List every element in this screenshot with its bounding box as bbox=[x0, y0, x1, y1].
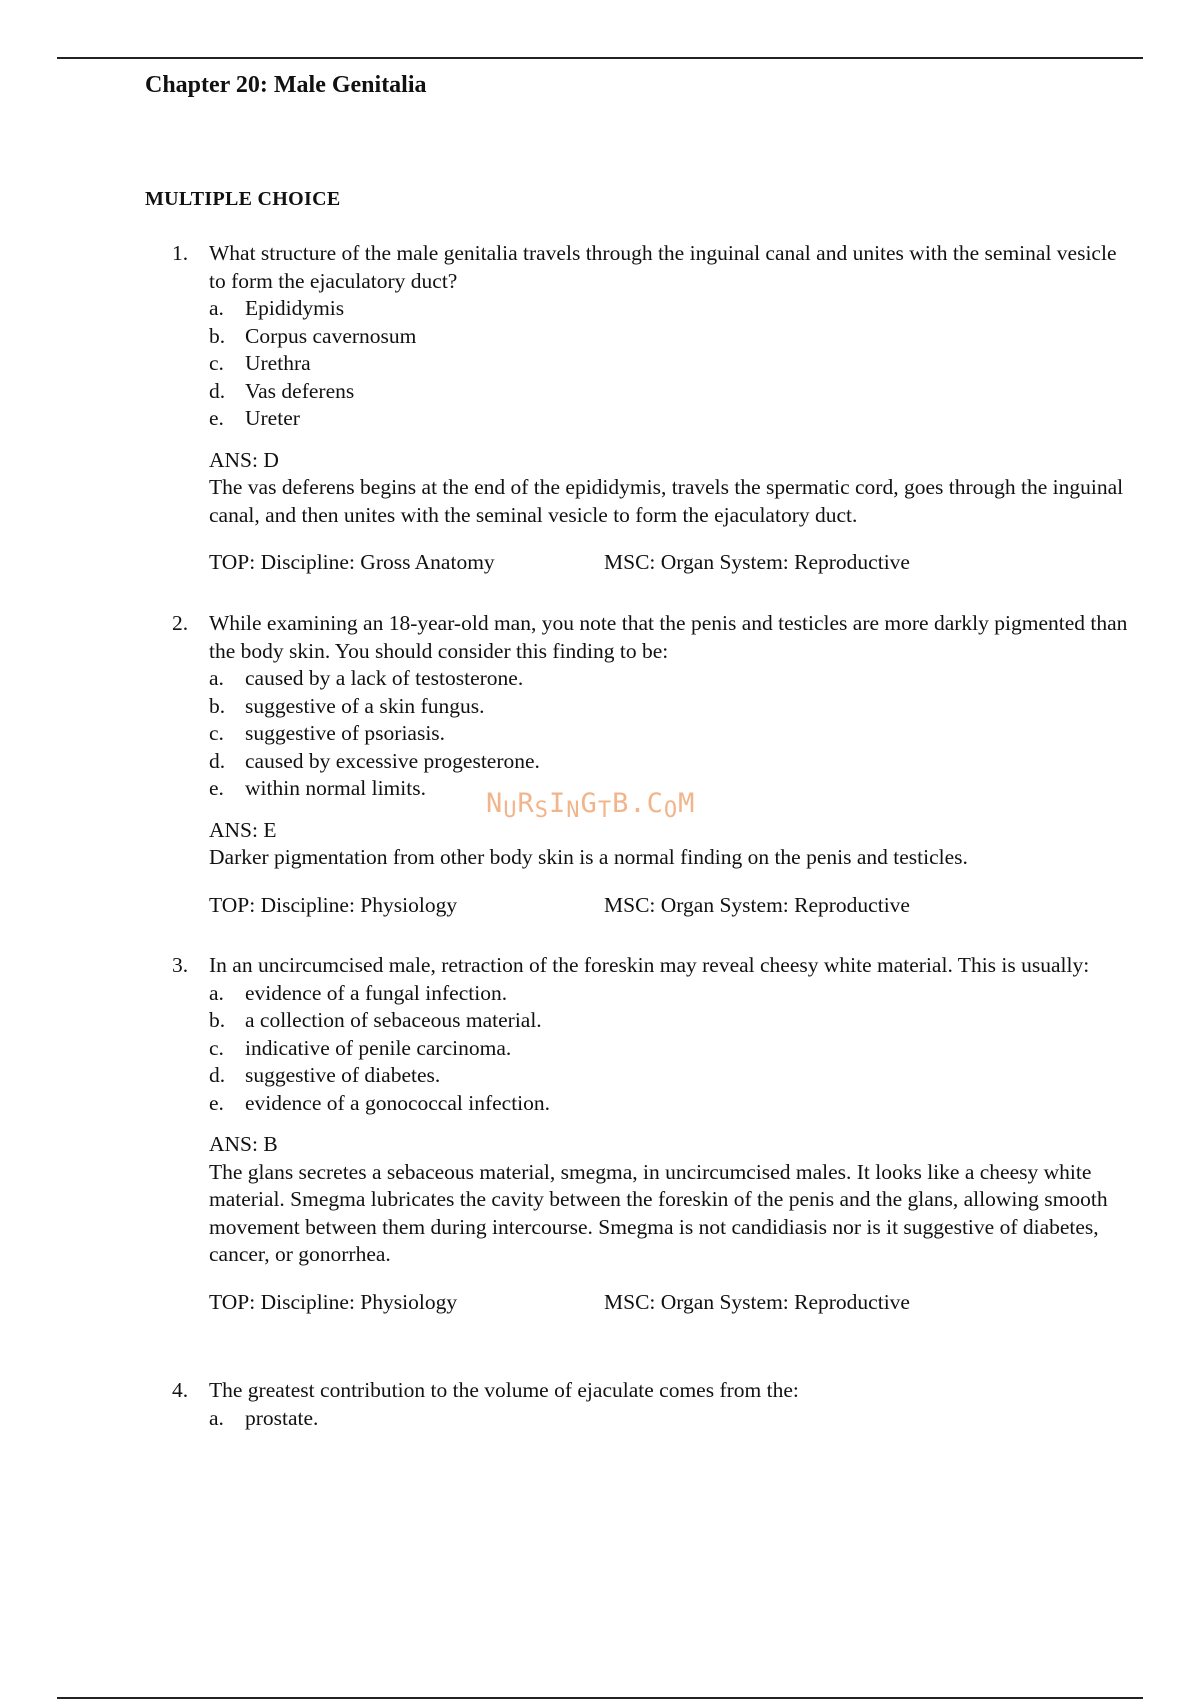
option-letter: a. bbox=[209, 666, 224, 690]
top-rule bbox=[57, 57, 1143, 59]
answer-rationale: Darker pigmentation from other body skin is a normal finding on the penis and testicles. bbox=[209, 845, 968, 869]
question-meta bbox=[209, 1289, 1129, 1317]
option-letter: a. bbox=[209, 980, 224, 1005]
option-a bbox=[209, 1405, 1129, 1433]
option-text: suggestive of psoriasis. bbox=[245, 721, 446, 745]
option-text: Vas deferens bbox=[245, 378, 355, 403]
option-text: Ureter bbox=[245, 406, 300, 430]
option-b bbox=[209, 323, 1129, 351]
option-text: prostate. bbox=[245, 1405, 319, 1430]
question-number: 4. bbox=[172, 1378, 189, 1402]
question-number: 1. bbox=[172, 241, 189, 265]
topic-tag: TOP: Discipline: Gross Anatomy bbox=[209, 550, 495, 574]
option-letter: d. bbox=[209, 378, 226, 403]
section-title: MULTIPLE CHOICE bbox=[145, 188, 341, 210]
msc-tag: MSC: Organ System: Reproductive bbox=[604, 892, 910, 917]
topic-tag: TOP: Discipline: Physiology bbox=[209, 1289, 458, 1314]
option-list bbox=[209, 295, 1129, 433]
option-list bbox=[209, 980, 1129, 1118]
option-a bbox=[209, 295, 1129, 323]
option-letter: a. bbox=[209, 296, 224, 320]
option-text: a collection of sebaceous material. bbox=[245, 1008, 542, 1032]
option-text: Epididymis bbox=[245, 296, 345, 320]
option-c bbox=[209, 350, 1129, 378]
option-b bbox=[209, 693, 1129, 721]
answer-key: ANS: E bbox=[209, 817, 277, 842]
answer-rationale: The glans secretes a sebaceous material, smegma, in uncircumcised males. It looks like a cheesy white material. Smegma lubricates the cavity between the foreskin of the penis and the glans, allowing smooth movement between them during intercourse. Smegma is not candidiasis nor is it suggestive of diabetes, cancer, or gonorrhea. bbox=[209, 1159, 1108, 1266]
option-e bbox=[209, 405, 1129, 433]
option-letter: b. bbox=[209, 693, 226, 718]
option-text: within normal limits. bbox=[245, 776, 426, 800]
msc-tag: MSC: Organ System: Reproductive bbox=[604, 550, 910, 574]
option-list bbox=[209, 665, 1129, 803]
answer-rationale: The vas deferens begins at the end of the epididymis, travels the spermatic cord, goes through the inguinal canal, and then unites with the seminal vesicle to form the ejaculatory duct. bbox=[209, 475, 1124, 527]
msc-tag: MSC: Organ System: Reproductive bbox=[604, 1289, 910, 1314]
option-text: caused by excessive progesterone. bbox=[245, 748, 540, 773]
question-stem: While examining an 18-year-old man, you note that the penis and testicles are more darkly pigmented than the body skin. You should consider this finding to be: bbox=[209, 611, 1128, 663]
option-text: suggestive of a skin fungus. bbox=[245, 693, 485, 718]
topic-tag: TOP: Discipline: Physiology bbox=[209, 892, 458, 917]
option-letter: a. bbox=[209, 1405, 224, 1430]
option-text: evidence of a fungal infection. bbox=[245, 980, 508, 1005]
question-meta bbox=[209, 892, 1129, 920]
option-letter: e. bbox=[209, 1090, 224, 1115]
chapter-title: Chapter 20: Male Genitalia bbox=[145, 72, 427, 98]
option-c bbox=[209, 1035, 1129, 1063]
option-e bbox=[209, 1090, 1129, 1118]
option-text: suggestive of diabetes. bbox=[245, 1063, 441, 1087]
option-d bbox=[209, 378, 1129, 406]
question-stem: In an uncircumcised male, retraction of the foreskin may reveal cheesy white material. This is usually: bbox=[209, 953, 1090, 977]
option-d bbox=[209, 748, 1129, 776]
option-letter: b. bbox=[209, 323, 226, 348]
bottom-rule bbox=[57, 1697, 1143, 1699]
option-letter: d. bbox=[209, 1063, 226, 1087]
answer-key: ANS: B bbox=[209, 1132, 278, 1156]
option-letter: b. bbox=[209, 1008, 226, 1032]
option-d bbox=[209, 1062, 1129, 1090]
question-meta bbox=[209, 549, 1129, 577]
question-stem: What structure of the male genitalia travels through the inguinal canal and unites with the seminal vesicle to form the ejaculatory duct? bbox=[209, 241, 1117, 293]
question-number: 3. bbox=[172, 953, 189, 977]
option-text: Corpus cavernosum bbox=[245, 323, 417, 348]
watermark-logo: NURSINGTB.COM bbox=[486, 788, 696, 823]
option-c bbox=[209, 720, 1129, 748]
option-a bbox=[209, 665, 1129, 693]
option-letter: e. bbox=[209, 776, 224, 800]
option-letter: e. bbox=[209, 406, 224, 430]
option-a bbox=[209, 980, 1129, 1008]
option-b bbox=[209, 1007, 1129, 1035]
option-text: caused by a lack of testosterone. bbox=[245, 666, 524, 690]
question-stem: The greatest contribution to the volume of ejaculate comes from the: bbox=[209, 1378, 799, 1402]
question-number: 2. bbox=[172, 611, 189, 635]
answer-key: ANS: D bbox=[209, 447, 279, 472]
option-letter: c. bbox=[209, 721, 224, 745]
option-text: indicative of penile carcinoma. bbox=[245, 1035, 512, 1060]
option-letter: d. bbox=[209, 748, 226, 773]
option-letter: c. bbox=[209, 351, 224, 375]
option-letter: c. bbox=[209, 1035, 224, 1060]
option-text: Urethra bbox=[245, 351, 311, 375]
option-text: evidence of a gonococcal infection. bbox=[245, 1090, 551, 1115]
option-list bbox=[209, 1405, 1129, 1433]
